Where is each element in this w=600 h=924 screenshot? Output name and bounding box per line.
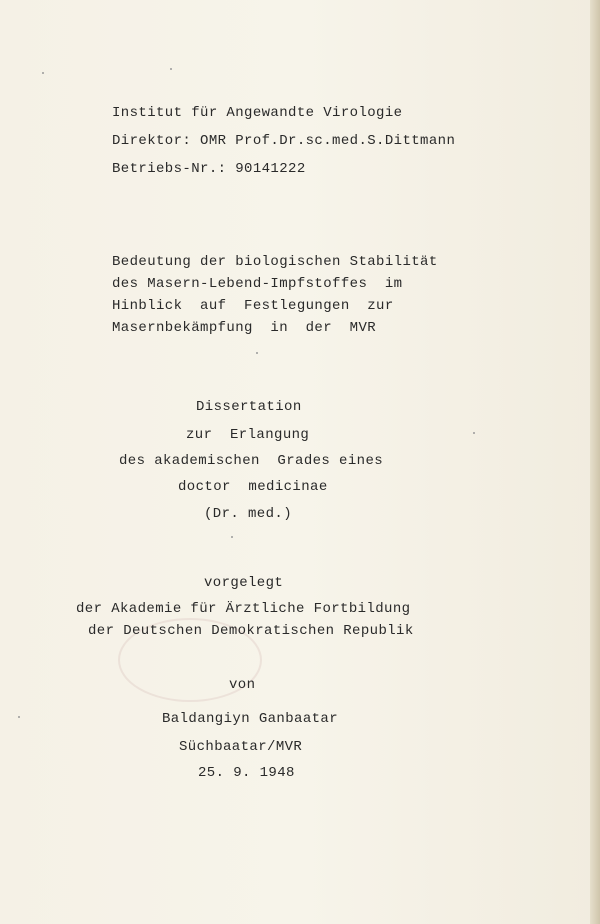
- title-line-1: Bedeutung der biologischen Stabilität: [112, 254, 438, 270]
- degree-line: des akademischen Grades eines: [119, 453, 384, 469]
- by-label: von: [229, 677, 256, 693]
- dissertation-purpose: zur Erlangung: [186, 427, 310, 443]
- title-line-3: Hinblick auf Festlegungen zur: [112, 298, 394, 314]
- director-line: Direktor: OMR Prof.Dr.sc.med.S.Dittmann: [112, 133, 456, 149]
- speck: [170, 68, 172, 70]
- page-edge: [590, 0, 600, 924]
- degree-abbreviation: (Dr. med.): [204, 506, 293, 522]
- author-date: 25. 9. 1948: [198, 765, 295, 781]
- speck: [473, 432, 475, 434]
- title-line-4: Masernbekämpfung in der MVR: [112, 320, 377, 336]
- academy-line: der Akademie für Ärztliche Fortbildung: [76, 601, 411, 617]
- submitted-label: vorgelegt: [204, 575, 284, 591]
- title-line-2: des Masern-Lebend-Impfstoffes im: [112, 276, 403, 292]
- republic-line: der Deutschen Demokratischen Republik: [88, 623, 414, 639]
- speck: [256, 352, 258, 354]
- dissertation-label: Dissertation: [196, 399, 302, 415]
- speck: [18, 716, 20, 718]
- speck: [231, 536, 233, 538]
- institute-name: Institut für Angewandte Virologie: [112, 105, 403, 121]
- author-name: Baldangiyn Ganbaatar: [162, 711, 339, 727]
- operation-number: Betriebs-Nr.: 90141222: [112, 161, 306, 177]
- speck: [42, 72, 44, 74]
- author-place: Süchbaatar/MVR: [179, 739, 303, 755]
- degree-name: doctor medicinae: [178, 479, 328, 495]
